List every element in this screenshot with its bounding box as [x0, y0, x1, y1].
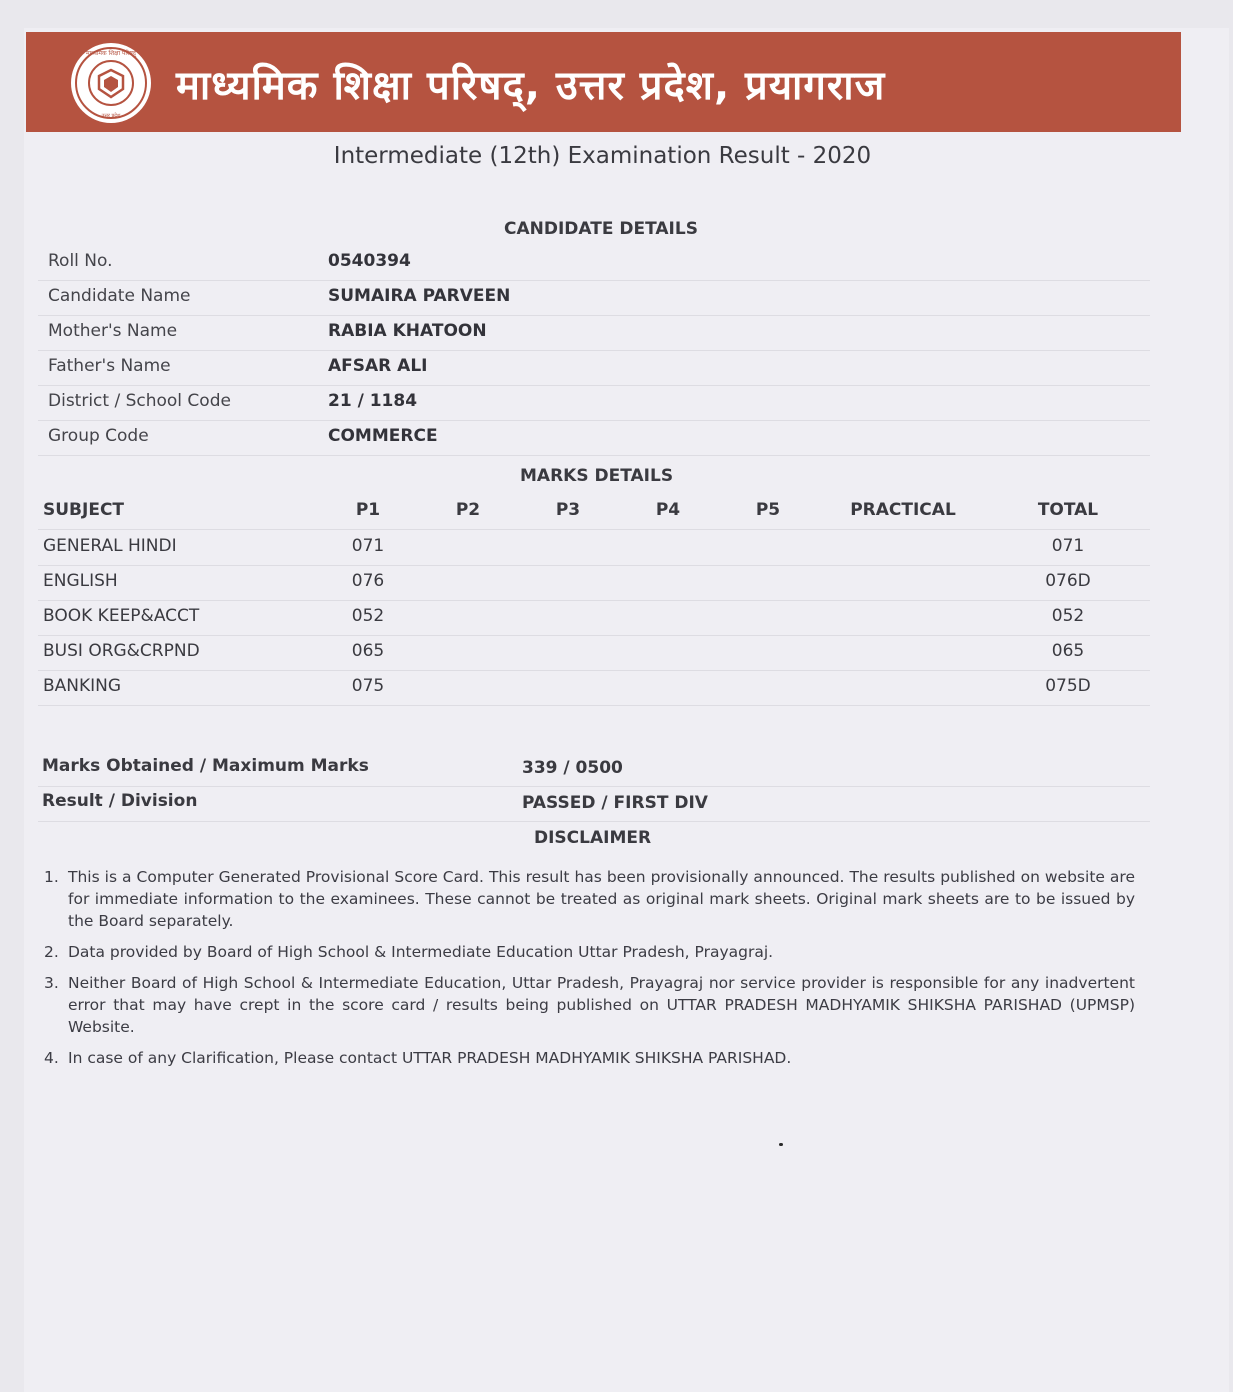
disclaimer-number: 4.	[44, 1049, 59, 1067]
column-header-practical: PRACTICAL	[850, 500, 956, 520]
column-header-total: TOTAL	[1037, 500, 1099, 520]
candidate-row-name	[38, 280, 1150, 316]
school-code-value: 21 / 1184	[328, 391, 418, 411]
p1-cell: 075	[351, 676, 385, 696]
column-header-subject: SUBJECT	[43, 500, 125, 520]
disclaimer-number: 2.	[44, 943, 59, 961]
emblem-top-text: माध्यमिक शिक्षा परिषद्	[85, 50, 137, 57]
subject-cell: BUSI ORG&CRPND	[43, 641, 200, 661]
table-row	[38, 635, 1150, 671]
marks-details-heading: MARKS DETAILS	[520, 466, 674, 486]
disclaimer-item	[40, 1047, 1135, 1069]
subject-cell: GENERAL HINDI	[43, 536, 177, 556]
candidate-row-roll	[38, 245, 1150, 281]
mother-name-value: RABIA KHATOON	[328, 321, 487, 341]
field-label: Mother's Name	[48, 321, 178, 341]
scan-speck	[779, 1143, 783, 1146]
result-division-value: PASSED / FIRST DIV	[522, 793, 708, 813]
total-cell: 075D	[1045, 676, 1091, 696]
emblem-bottom-text: उत्तर प्रदेश	[101, 113, 121, 119]
disclaimer-heading: DISCLAIMER	[534, 828, 652, 848]
marks-table-header	[38, 494, 1150, 530]
candidate-row-group	[38, 420, 1150, 456]
father-name-value: AFSAR ALI	[328, 356, 428, 376]
disclaimer-item	[40, 866, 1135, 932]
p1-cell: 076	[351, 571, 385, 591]
field-label: District / School Code	[48, 391, 231, 411]
disclaimer-text: Data provided by Board of High School & Intermediate Education Uttar Pradesh, Prayagraj.	[68, 943, 774, 961]
disclaimer-list	[40, 866, 1135, 1078]
disclaimer-item	[40, 972, 1135, 1038]
result-division-label: Result / Division	[42, 791, 198, 811]
field-label: Father's Name	[48, 356, 171, 376]
exam-title: Intermediate (12th) Examination Result - 2020	[333, 143, 872, 169]
column-header-p2: P2	[455, 500, 481, 520]
board-title: माध्यमिक शिक्षा परिषद्, उत्तर प्रदेश, प्रयागराज	[176, 63, 886, 109]
table-row	[38, 530, 1150, 566]
total-cell: 076D	[1045, 571, 1091, 591]
candidate-row-mother	[38, 315, 1150, 351]
disclaimer-item	[40, 941, 1135, 963]
field-label: Candidate Name	[48, 286, 191, 306]
total-cell: 071	[1051, 536, 1085, 556]
table-row	[38, 670, 1150, 706]
marks-obtained-label: Marks Obtained / Maximum Marks	[42, 756, 369, 776]
group-code-value: COMMERCE	[328, 426, 438, 446]
p1-cell: 052	[351, 606, 385, 626]
subject-cell: ENGLISH	[43, 571, 118, 591]
field-label: Group Code	[48, 426, 149, 446]
total-cell: 052	[1051, 606, 1085, 626]
total-cell: 065	[1051, 641, 1085, 661]
marks-obtained-value: 339 / 0500	[522, 758, 623, 778]
field-label: Roll No.	[48, 251, 113, 271]
subject-cell: BOOK KEEP&ACCT	[43, 606, 200, 626]
p1-cell: 071	[351, 536, 385, 556]
column-header-p4: P4	[655, 500, 681, 520]
result-division-row	[38, 786, 1150, 822]
candidate-details-heading: CANDIDATE DETAILS	[504, 219, 698, 239]
column-header-p1: P1	[355, 500, 381, 520]
candidate-row-school-code	[38, 385, 1150, 421]
disclaimer-number: 3.	[44, 974, 59, 992]
table-row	[38, 600, 1150, 636]
candidate-row-father	[38, 350, 1150, 386]
disclaimer-text: In case of any Clarification, Please contact UTTAR PRADESH MADHYAMIK SHIKSHA PARISHAD.	[68, 1049, 792, 1067]
candidate-name-value: SUMAIRA PARVEEN	[328, 286, 511, 306]
board-emblem-logo	[70, 42, 152, 124]
subject-cell: BANKING	[43, 676, 122, 696]
table-row	[38, 565, 1150, 601]
roll-number-value: 0540394	[328, 251, 411, 271]
p1-cell: 065	[351, 641, 385, 661]
column-header-p5: P5	[755, 500, 781, 520]
marks-summary-row	[38, 751, 1150, 787]
column-header-p3: P3	[555, 500, 581, 520]
disclaimer-text: This is a Computer Generated Provisional Score Card. This result has been provisionally announced. The results published on website are for immediate information to the examinees. These cannot be treated as original mark sheets. Original mark sheets are to be issued by the Board separately.	[68, 868, 1135, 930]
disclaimer-text: Neither Board of High School & Intermediate Education, Uttar Pradesh, Prayagraj nor service provider is responsible for any inadvertent error that may have crept in the score card / results being published on UTTAR PRADESH MADHYAMIK SHIKSHA PARISHAD (UPMSP) Website.	[68, 974, 1135, 1036]
disclaimer-number: 1.	[44, 868, 59, 886]
